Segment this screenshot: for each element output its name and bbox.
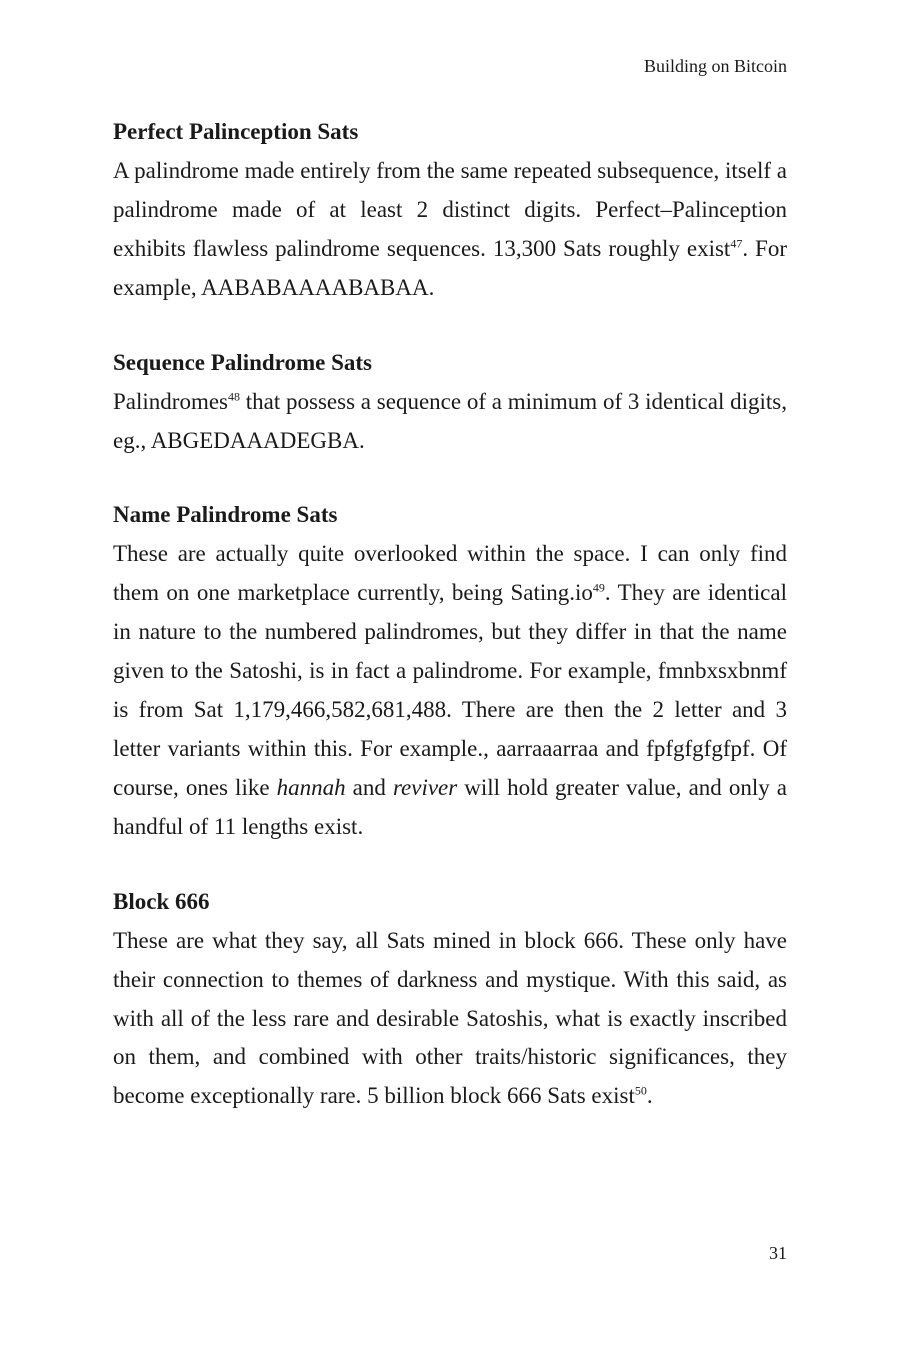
footnote-ref[interactable]: 47 xyxy=(730,236,743,251)
page-body xyxy=(113,114,787,1153)
paragraph-text: A palindrome made entirely from the same repeated subsequence, itself a palindrome made of at least 2 distinct digits. Perfect–Palinception exhibits flawless palindrome sequences. 13,300 Sats roughly exist xyxy=(113,158,787,261)
section-heading: Perfect Palinception Sats xyxy=(113,119,359,144)
page-number: 31 xyxy=(769,1243,787,1263)
section-paragraph xyxy=(113,535,787,846)
paragraph-text: These are actually quite overlooked within the space. I can only find them on one marketplace currently, being Sating.io xyxy=(113,541,787,606)
section-paragraph xyxy=(113,383,787,461)
italic-word: reviver xyxy=(392,774,458,800)
running-header: Building on Bitcoin xyxy=(643,56,787,76)
paragraph-text: . They are identical in nature to the numbered palindromes, but they differ in that the name given to the Satoshi, is in fact a palindrome. For example, fmnbxsxbnmf is from Sat 1,179,466,582,681,488. There are then the 2 letter and 3 letter variants within this. For example., aarraaarraa and fpfgfgfgfpf. Of course, ones like xyxy=(113,580,787,800)
footnote-ref[interactable]: 50 xyxy=(634,1083,647,1098)
section-paragraph xyxy=(113,152,787,308)
section-sequence-palindrome xyxy=(113,345,787,461)
section-block-666 xyxy=(113,884,787,1117)
footnote-ref[interactable]: 48 xyxy=(228,388,240,403)
section-name-palindrome xyxy=(113,497,787,846)
paragraph-text: and xyxy=(345,774,393,800)
section-paragraph xyxy=(113,922,787,1117)
section-heading: Block 666 xyxy=(113,888,210,914)
paragraph-text: These are what they say, all Sats mined in block 666. These only have their connection to themes of darkness and mystique. With this said, as with all of the less rare and desirable Satoshis, what is exactly inscribed on them, and combined with other traits/historic significances, they become exceptionally rare. 5 billion block 666 Sats exist xyxy=(113,927,787,1109)
section-perfect-palinception xyxy=(113,114,787,308)
paragraph-text: . xyxy=(646,1083,653,1109)
section-heading: Name Palindrome Sats xyxy=(113,502,338,528)
paragraph-text: Palindromes xyxy=(113,388,228,414)
paragraph-text: will hold greater value, and only a handful of 11 lengths exist. xyxy=(113,774,787,839)
section-heading: Sequence Palindrome Sats xyxy=(113,349,372,375)
paragraph-text: . For example, AABABAAAABABAA. xyxy=(113,235,788,300)
paragraph-text: that possess a sequence of a minimum of 3 identical digits, eg., ABGEDAAADEGBA. xyxy=(113,388,787,453)
italic-word: hannah xyxy=(276,774,346,800)
footnote-ref[interactable]: 49 xyxy=(592,580,605,595)
